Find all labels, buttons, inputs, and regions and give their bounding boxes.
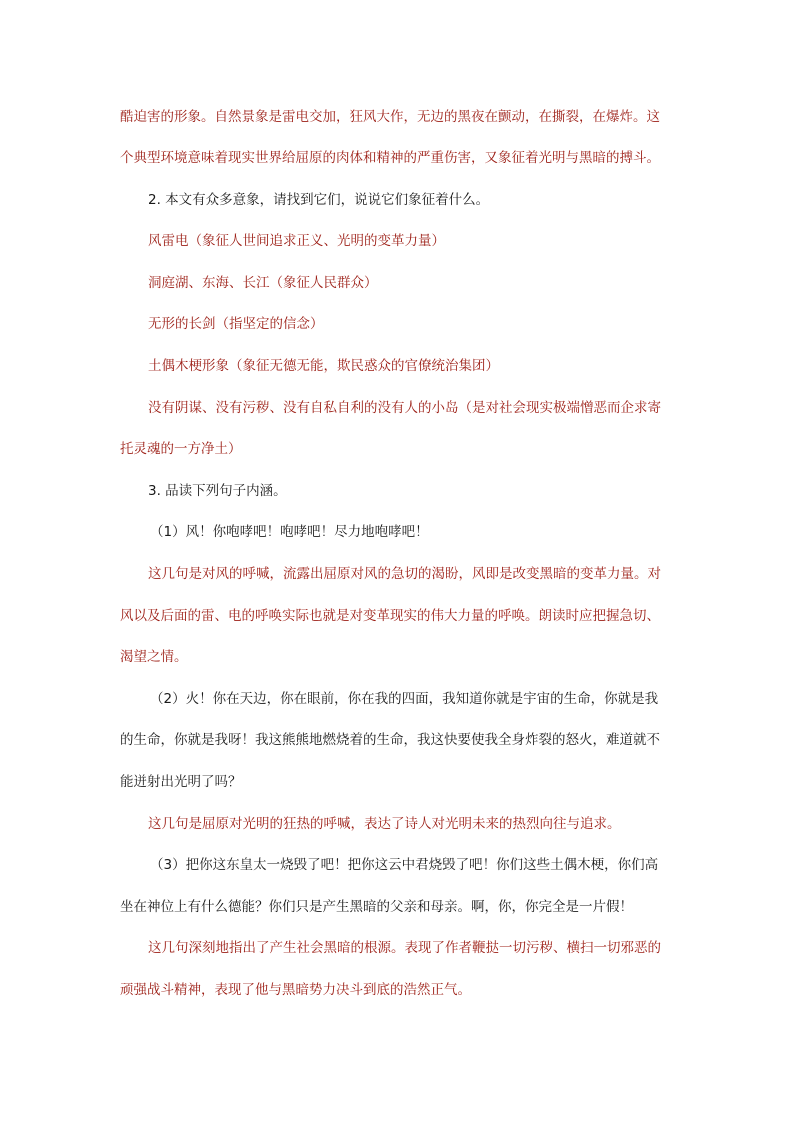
answer-line: 酷迫害的形象。自然景象是雷电交加，狂风大作，无边的黑夜在颤动，在撕裂，在爆炸。这 [120,109,660,125]
answer-line: 托灵魂的一方净土） [120,441,242,457]
quote-3: 坐在神位上有什么德能？你们只是产生黑暗的父亲和母亲。啊，你，你完全是一片假！ [120,899,633,915]
answer-line: 没有阴谋、没有污秽、没有自私自利的没有人的小岛（是对社会现实极端憎恶而企求寄 [148,400,661,416]
quote-1: （1）风！你咆哮吧！咆哮吧！尽力地咆哮吧！ [150,524,429,540]
answer-line: 这几句是对风的呼喊，流露出屈原对风的急切的渴盼，风即是改变黑暗的变革力量。对 [148,566,661,582]
answer-line: 个典型环境意味着现实世界给屈原的肉体和精神的严重伤害，又象征着光明与黑暗的搏斗。 [120,150,660,166]
answer-line: 这几句深刻地指出了产生社会黑暗的根源。表现了作者鞭挞一切污秽、横扫一切邪恶的 [148,940,661,956]
quote-2: 能迸射出光明了吗？ [120,774,242,790]
answer-line: 顽强战斗精神，表现了他与黑暗势力决斗到底的浩然正气。 [120,982,471,998]
quote-2: （2）火！你在天边，你在眼前，你在我的四面，我知道你就是宇宙的生命，你就是我 [150,691,659,707]
answer-line: 洞庭湖、东海、长江（象征人民群众） [148,275,378,291]
answer-line: 土偶木梗形象（象征无德无能，欺民惑众的官僚统治集团） [148,358,499,374]
question-3: 3. 品读下列句子内涵。 [148,483,287,499]
quote-2: 的生命，你就是我呀！我这熊熊地燃烧着的生命，我这快要使我全身炸裂的怒火，难道就不 [120,732,660,748]
answer-line: 这几句是屈原对光明的狂热的呼喊，表达了诗人对光明未来的热烈向往与追求。 [148,816,621,832]
answer-line: 风以及后面的雷、电的呼唤实际也就是对变革现实的伟大力量的呼唤。朗读时应把握急切、 [120,608,660,624]
answer-line: 风雷电（象征人世间追求正义、光明的变革力量） [148,233,445,249]
question-2: 2. 本文有众多意象，请找到它们，说说它们象征着什么。 [148,192,490,208]
answer-line: 无形的长剑（指坚定的信念） [148,316,324,332]
answer-line: 渴望之情。 [120,649,188,665]
quote-3: （3）把你这东皇太一烧毁了吧！把你这云中君烧毁了吧！你们这些土偶木梗，你们高 [150,857,659,873]
